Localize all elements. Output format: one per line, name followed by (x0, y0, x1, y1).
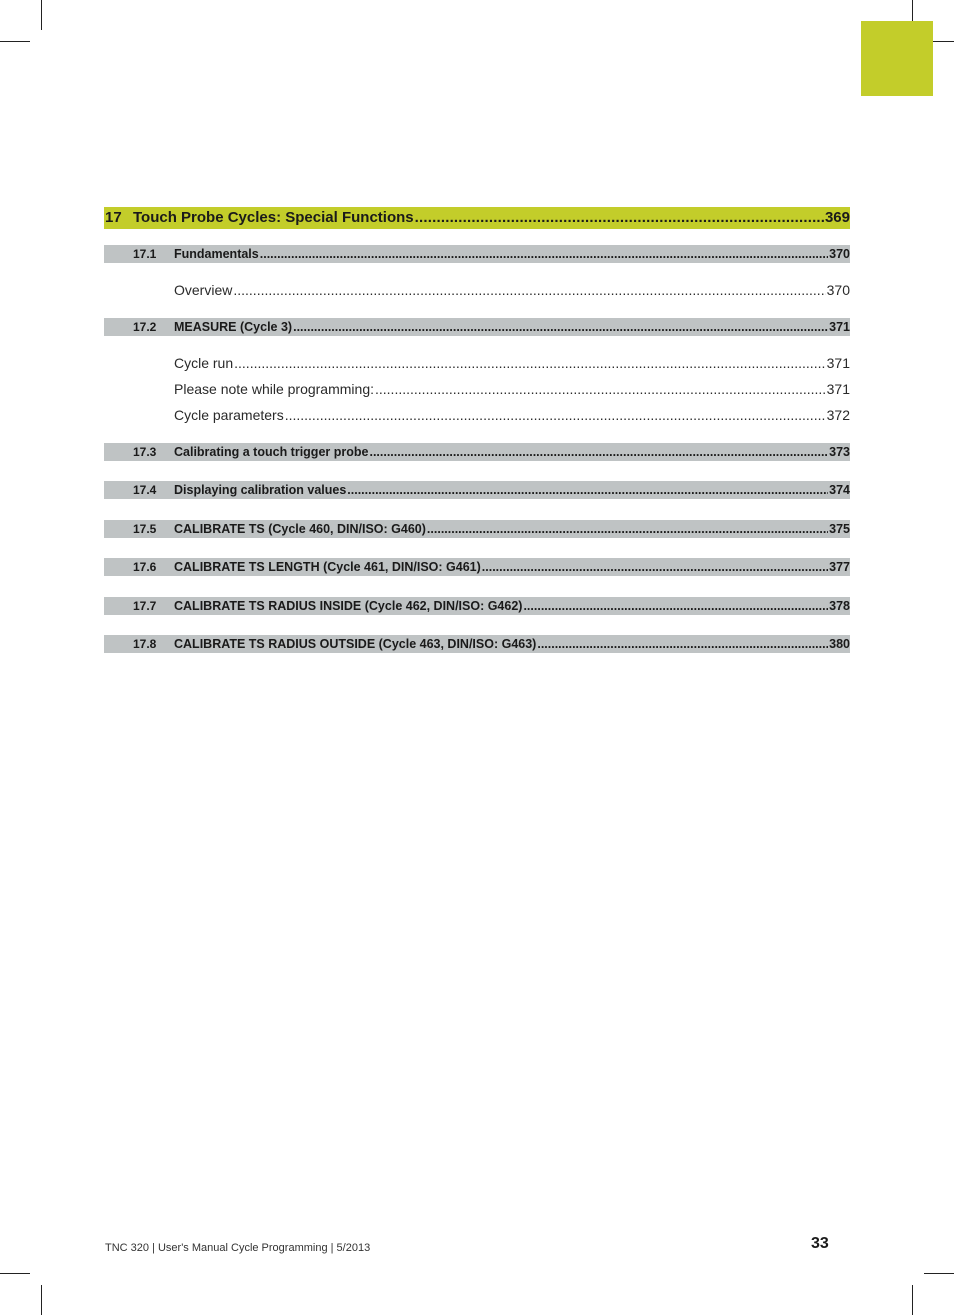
section-number: 17.4 (133, 483, 157, 497)
toc-section[interactable] (104, 635, 850, 653)
section-title: CALIBRATE TS LENGTH (Cycle 461, DIN/ISO: G461) (174, 560, 481, 574)
subentry-page: 371 (826, 381, 850, 397)
section-page: 378 (829, 599, 850, 613)
leader-dots (234, 354, 826, 372)
section-number: 17.3 (133, 445, 157, 459)
section-title: Fundamentals (174, 247, 259, 261)
crop-mark (41, 0, 42, 30)
leader-dots (537, 635, 828, 653)
section-page: 377 (829, 560, 850, 574)
subentry-title: Overview (174, 282, 233, 298)
subentry-title: Please note while programming: (174, 381, 374, 397)
crop-mark (41, 1285, 42, 1315)
toc-section[interactable] (104, 558, 850, 576)
toc-section[interactable] (104, 245, 850, 263)
toc-section[interactable] (104, 443, 850, 461)
leader-dots (233, 281, 825, 299)
leader-dots (347, 481, 828, 499)
section-title: CALIBRATE TS RADIUS OUTSIDE (Cycle 463, DIN/ISO: G463) (174, 637, 537, 651)
crop-mark (0, 41, 30, 42)
toc-subentry[interactable] (104, 406, 850, 424)
crop-mark (912, 1285, 913, 1315)
section-title: Calibrating a touch trigger probe (174, 445, 369, 459)
subentry-title: Cycle parameters (174, 407, 284, 423)
section-number: 17.8 (133, 637, 157, 651)
leader-dots (523, 597, 828, 615)
leader-dots (427, 520, 828, 538)
toc-subentry[interactable] (104, 354, 850, 372)
leader-dots (482, 558, 828, 576)
chapter-heading[interactable] (104, 207, 850, 229)
toc-subentry[interactable] (104, 380, 850, 398)
chapter-number: 17 (105, 209, 122, 226)
subentry-title: Cycle run (174, 355, 234, 371)
page-number: 33 (811, 1235, 829, 1252)
section-title: Displaying calibration values (174, 483, 347, 497)
section-title: CALIBRATE TS (Cycle 460, DIN/ISO: G460) (174, 522, 426, 536)
toc-section[interactable] (104, 481, 850, 499)
footer-text: TNC 320 | User's Manual Cycle Programming | 5/2013 (105, 1242, 371, 1254)
toc-section[interactable] (104, 318, 850, 336)
leader-dots (285, 406, 826, 424)
crop-mark (924, 1273, 954, 1274)
section-number: 17.1 (133, 247, 157, 261)
section-number: 17.2 (133, 320, 157, 334)
section-page: 380 (829, 637, 850, 651)
section-title: MEASURE (Cycle 3) (174, 320, 293, 334)
section-number: 17.6 (133, 560, 157, 574)
toc-section[interactable] (104, 520, 850, 538)
toc-section[interactable] (104, 597, 850, 615)
section-page: 374 (829, 483, 850, 497)
chapter-title: Touch Probe Cycles: Special Functions (133, 209, 414, 226)
section-number: 17.5 (133, 522, 157, 536)
section-page: 370 (829, 247, 850, 261)
leader-dots (293, 318, 828, 336)
leader-dots (369, 443, 828, 461)
crop-mark (0, 1273, 30, 1274)
section-page: 373 (829, 445, 850, 459)
chapter-page: 369 (824, 209, 850, 226)
section-page: 371 (829, 320, 850, 334)
section-title: CALIBRATE TS RADIUS INSIDE (Cycle 462, DIN/ISO: G462) (174, 599, 523, 613)
subentry-page: 370 (826, 282, 850, 298)
chapter-thumb-tab (861, 21, 933, 96)
subentry-page: 372 (826, 407, 850, 423)
leader-dots (415, 207, 824, 229)
section-number: 17.7 (133, 599, 157, 613)
leader-dots (260, 245, 828, 263)
section-page: 375 (829, 522, 850, 536)
subentry-page: 371 (826, 355, 850, 371)
toc-subentry[interactable] (104, 281, 850, 299)
leader-dots (375, 380, 826, 398)
